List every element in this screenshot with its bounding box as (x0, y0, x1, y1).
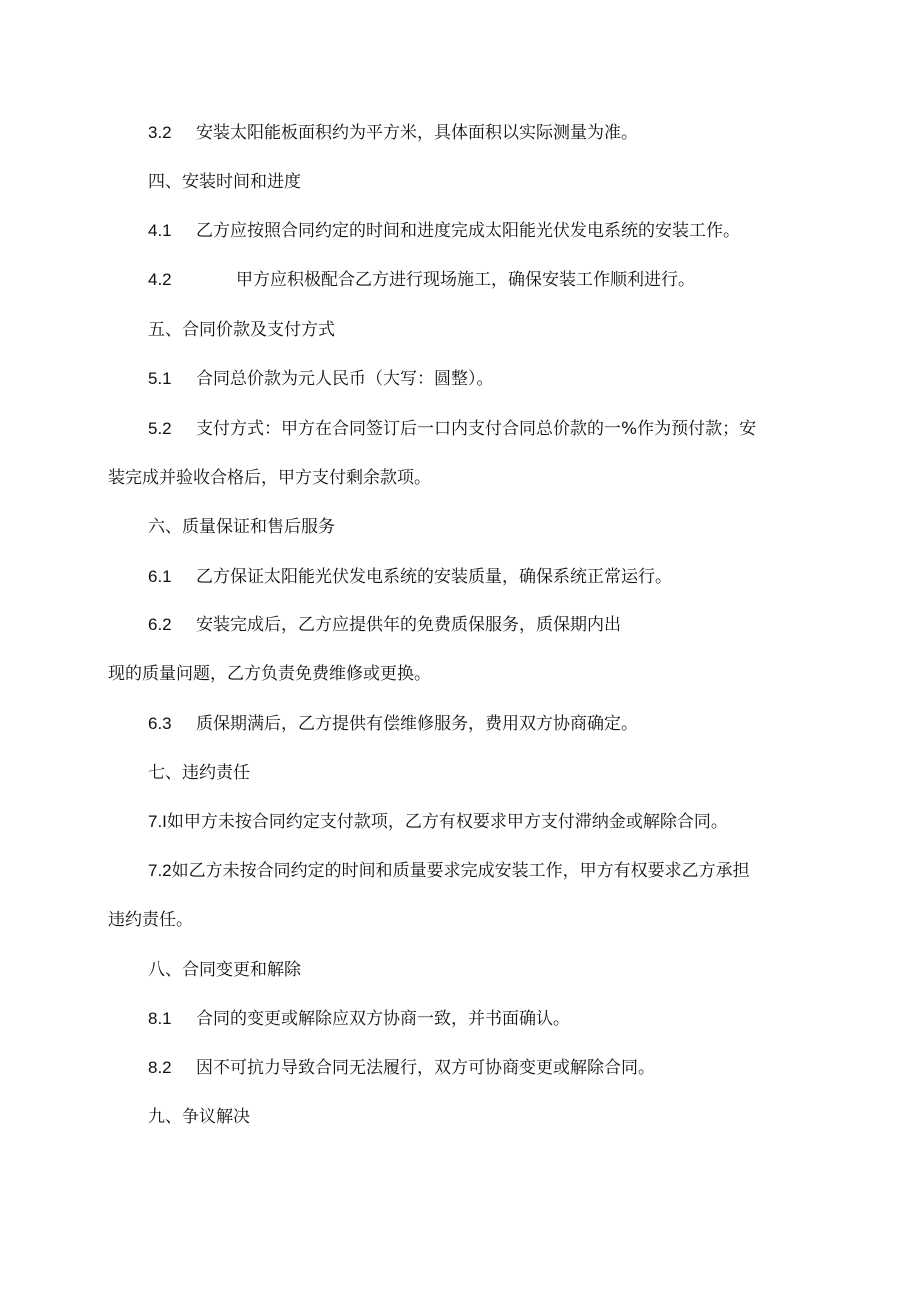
clause-text: 违约责任。 (108, 910, 193, 930)
clause-text: 如甲方未按合同约定支付款项，乙方有权要求甲方支付滞纳金或解除合同。 (166, 812, 728, 832)
section-heading-6 (148, 517, 335, 537)
clause-text: 合同总价款为元人民币（大写：圆整）。 (196, 369, 494, 389)
clause-text: 安装太阳能板面积约为平方米，具体面积以实际测量为准。 (196, 123, 638, 143)
section-heading-text: 五、合同价款及支付方式 (148, 320, 335, 340)
clause-text: 乙方保证太阳能光伏发电系统的安装质量，确保系统正常运行。 (196, 567, 672, 587)
clause-3-2 (148, 123, 638, 143)
clause-8-1 (148, 1009, 570, 1029)
clause-text: 乙方应按照合同约定的时间和进度完成太阳能光伏发电系统的安装工作。 (196, 221, 740, 241)
clause-number: 4.1 (148, 221, 172, 240)
clause-number: 8.1 (148, 1009, 172, 1028)
clause-5-1 (148, 369, 494, 389)
clause-number: 5.2 (148, 419, 172, 438)
clause-number: 6.3 (148, 714, 172, 733)
clause-6-2-continued (108, 664, 431, 684)
section-heading-7 (148, 763, 250, 783)
section-heading-9 (148, 1107, 250, 1127)
clause-4-2 (148, 270, 695, 290)
clause-text: 因不可抗力导致合同无法履行，双方可协商变更或解除合同。 (196, 1058, 655, 1078)
section-heading-text: 四、安装时间和进度 (148, 172, 301, 192)
section-heading-text: 七、违约责任 (148, 763, 250, 783)
clause-number: 6.2 (148, 615, 172, 634)
clause-number: 7.I (148, 812, 167, 831)
clause-4-1 (148, 221, 740, 241)
clause-number: 4.2 (148, 270, 172, 289)
clause-7-2 (148, 861, 750, 881)
section-heading-text: 八、合同变更和解除 (148, 960, 301, 980)
section-heading-text: 九、争议解决 (148, 1107, 250, 1127)
clause-text: 支付方式：甲方在合同签订后一口内支付合同总价款的一%作为预付款；安 (196, 419, 757, 439)
clause-number: 6.1 (148, 567, 172, 586)
clause-number: 8.2 (148, 1058, 172, 1077)
clause-text: 合同的变更或解除应双方协商一致，并书面确认。 (196, 1009, 570, 1029)
clause-6-1 (148, 567, 672, 587)
clause-5-2-continued (108, 468, 431, 488)
clause-number: 3.2 (148, 123, 172, 142)
section-heading-5 (148, 320, 335, 340)
clause-8-2 (148, 1058, 655, 1078)
clause-text: 质保期满后，乙方提供有偿维修服务，费用双方协商确定。 (196, 714, 638, 734)
clause-text: 甲方应积极配合乙方进行现场施工，确保安装工作顺利进行。 (236, 270, 695, 290)
clause-6-3 (148, 714, 638, 734)
clause-5-2 (148, 419, 756, 439)
clause-number: 7.2 (148, 861, 172, 880)
clause-text: 安装完成后，乙方应提供年的免费质保服务，质保期内出 (196, 615, 621, 635)
clause-text: 装完成并验收合格后，甲方支付剩余款项。 (108, 468, 431, 488)
section-heading-text: 六、质量保证和售后服务 (148, 517, 335, 537)
section-heading-8 (148, 960, 301, 980)
clause-number: 5.1 (148, 369, 172, 388)
clause-text: 现的质量问题，乙方负责免费维修或更换。 (108, 664, 431, 684)
clause-6-2 (148, 615, 621, 635)
clause-text: 如乙方未按合同约定的时间和质量要求完成安装工作，甲方有权要求乙方承担 (171, 861, 750, 881)
section-heading-4 (148, 172, 301, 192)
clause-7-1 (148, 812, 728, 832)
clause-7-2-continued (108, 910, 193, 930)
